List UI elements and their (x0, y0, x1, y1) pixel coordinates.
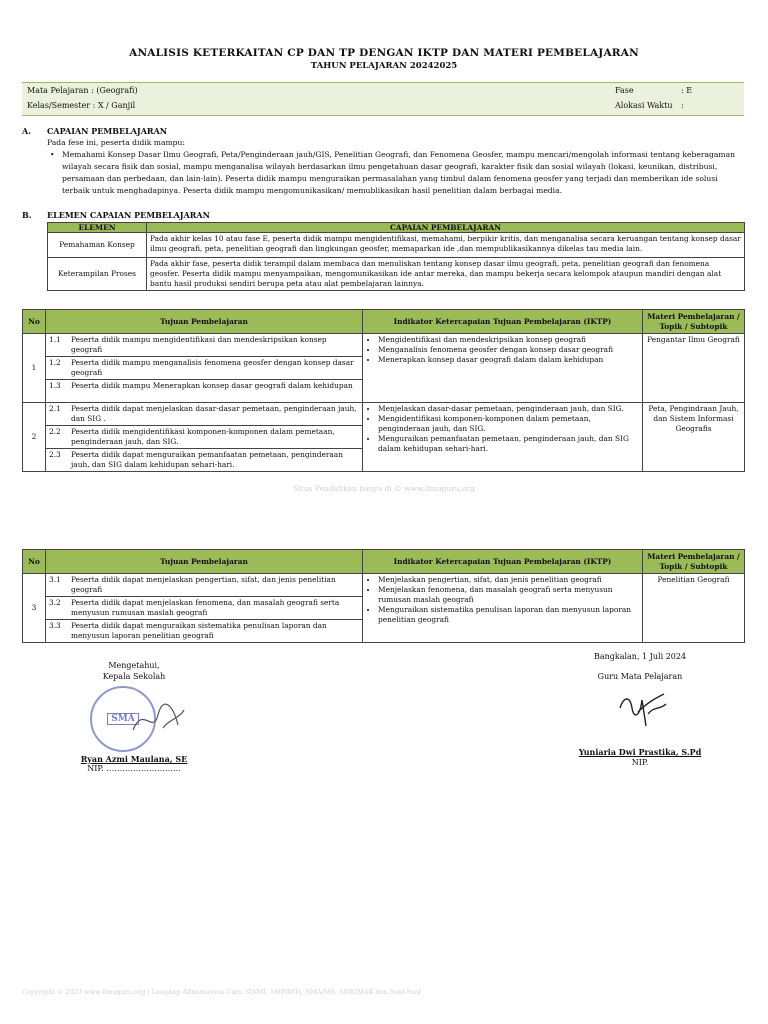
tp-number: 2.1 (46, 403, 68, 426)
tp-item (46, 620, 362, 643)
table-row (48, 233, 745, 258)
iktp-cell (363, 574, 643, 643)
tp-text: Peserta didik dapat menguraikan pemanfaatan pemetaan, penginderaan jauh, dan SIG dalam kehidupan sehari-hari. (71, 450, 343, 469)
table-row (23, 334, 745, 403)
tp-table-header (23, 310, 745, 334)
time-allocation-value: : (681, 101, 684, 110)
iktp-item: • Menjelaskan fenomena, dan masalah geografi serta menyusun rumusan maslah geografi (378, 585, 639, 605)
tp-table-2 (22, 549, 745, 643)
tp-number: 3.1 (46, 574, 68, 597)
iktp-item: • Menguraikan sistematika penulisan laporan dan menyusun laporan penelitian geografi (378, 605, 639, 625)
subject-field: Mata Pelajaran : (Geografi) (27, 86, 138, 95)
row-number: 2 (23, 403, 46, 472)
section-a-heading: CAPAIAN PEMBELAJARAN (47, 126, 168, 136)
element-name: Keterampilan Proses (48, 258, 147, 291)
section-a-bullet-text: Memahami Konsep Dasar Ilmu Geografi, Peta/Penginderaan jauh/GIS, Penelitian Geografi, dan Fenomena Geosfer, mampu mencari/mengolah informasi tentang keberagaman wilayah secara fisik dan sosial, mampu menganalisa wilayah berdasarkan ilmu pengetahuan dasar geografi, karakter fisik dan sosial wilayah (lokasi, keunikan, distribusi, persamaan dan perbedaan, dan lain-lain). Peserta didik mampu menguraikan permasalahan yang timbul dalam fenomena geosfer yang terjadi dan memberikan ide solusi terbaik untuk menghadapinya. Peserta didik mampu mengomunikasikan/ memublikasikan hasil penelitian dalam berbagai media. (62, 150, 736, 195)
iktp-item: • Menerapkan konsep dasar geografi dalam dalam kehidupan (378, 355, 639, 365)
section-a-intro: Pada fese ini, peserta didik mampu: (47, 138, 185, 147)
tp-cell (46, 334, 363, 403)
row-number: 3 (23, 574, 46, 643)
bullet-icon: • (50, 150, 55, 159)
iktp-item: • Mengidentifikasi dan mendeskripsikan konsep geografi (378, 335, 639, 345)
info-band (22, 82, 744, 116)
elements-table (47, 222, 745, 291)
materi-cell: Pengantar Ilmu Geografi (643, 334, 745, 403)
tp-item (46, 597, 362, 620)
col-tujuan: Tujuan Pembelajaran (46, 550, 363, 574)
col-iktp: Indikator Ketercapaian Tujuan Pembelajaran (IKTP) (363, 310, 643, 334)
tp-number: 1.3 (49, 381, 61, 390)
elements-col-elemen: ELEMEN (48, 223, 147, 233)
document-subtitle: TAHUN PELAJARAN 20242025 (310, 61, 458, 71)
tp-table-1 (22, 309, 745, 472)
teacher-role: Guru Mata Pelajaran (597, 672, 683, 681)
materi-cell: Penelitian Geografi (643, 574, 745, 643)
phase-value: : E (681, 86, 693, 95)
tp-text: Peserta didik dapat menjelaskan dasar-dasar pemetaan, penginderaan jauh, dan SIG . (68, 403, 362, 426)
watermark-text: Situs Pendidikan hanya di © www.ilmuguru.org (293, 484, 475, 493)
iktp-item: • Menganalisis fenomena geosfer dengan konsep dasar geografi (378, 345, 639, 355)
col-iktp: Indikator Ketercapaian Tujuan Pembelajaran (IKTP) (363, 550, 643, 574)
tp-number: 3.3 (49, 621, 61, 630)
place-date: Bangkalan, 1 Juli 2024 (593, 652, 687, 661)
col-no: No (23, 550, 46, 574)
iktp-item: • Menjelaskan dasar-dasar pemetaan, penginderaan jauh, dan SIG. (378, 404, 639, 414)
principal-role: Kepala Sekolah (102, 672, 166, 681)
tp-item (46, 574, 362, 597)
tp-text: Peserta didik mampu mengidentifikasi dan mendeskripsikan konsep geografi (68, 334, 362, 357)
iktp-item: • Menjelaskan pengertian, sifat, dan jenis penelitian geografi (378, 575, 639, 585)
tp-item (46, 334, 362, 357)
tp-item (46, 357, 362, 380)
col-materi: Materi Pembelajaran / Topik / Subtopik (643, 310, 745, 334)
element-cp-text: Pada akhir kelas 10 atau fase E, peserta didik mampu mengidentifikasi, memahami, berpikir kritis, dan menganalisa secara keruangan tentang konsep dasar ilmu geografi, peta, penelitian geografi dan lingkungan geosfer, memaparkan ide ,dan mempublikasikannya dikelas tau media lain. (147, 233, 745, 258)
materi-cell: Peta, Pengindraan Jauh, dan Sistem Informasi Geografis (643, 403, 745, 472)
element-cp-text: Pada akhir fase, peserta didik terampil dalam membaca dan menuliskan tentang konsep dasar ilmu geografi, peta, penelitian geografi dan fenomena geosfer. Peserta didik mampu menyampaikan, mengomunikasikan ide antar mereka, dan mampu bekerja secara kelompok ataupun mandiri dengan alat bantu hasil produksi sendiri berupa peta atau alat pembelajaran lainnya. (147, 258, 745, 291)
class-semester-field: Kelas/Semester : X / Ganjil (27, 101, 136, 110)
element-name: Pemahaman Konsep (48, 233, 147, 258)
teacher-nip: NIP. (631, 758, 649, 767)
section-b-letter: B. (22, 210, 32, 220)
row-number: 1 (23, 334, 46, 403)
tp-number: 3.2 (46, 597, 68, 620)
tp-text: Peserta didik mampu Menerapkan konsep dasar geografi dalam kehidupan (71, 381, 353, 390)
col-no: No (23, 310, 46, 334)
phase-label: Fase (615, 86, 634, 95)
tp-text: Peserta didik mampu menganalisis fenomena geosfer dengan konsep dasar geografi (68, 357, 362, 380)
elements-col-cp: CAPAIAN PEMBELAJARAN (147, 223, 745, 233)
teacher-name: Yuniaria Dwi Prastika, S.Pd (578, 747, 702, 757)
elements-table-header (48, 223, 745, 233)
stamp-text: SMA (107, 713, 138, 725)
tp-text: Peserta didik mengidentifikasi komponen-komponen dalam pemetaan, penginderaan jauh, dan SIG. (68, 426, 362, 449)
table-row (23, 403, 745, 472)
tp-text: Peserta didik dapat menguraikan sistematika penulisan laporan dan menyusun laporan penelitian geografi (71, 621, 327, 640)
tp-number: 1.1 (46, 334, 68, 357)
footer-copyright: Copyright © 2023 www.ilmuguru.org | Lengkap Administrasi Guru SD/MI, SMP/MTs, SMA/MA, SMK/MAK dan Soal-Soal (22, 988, 421, 996)
tp-text: Peserta didik dapat menjelaskan fenomena, dan masalah geografi serta menyusun rumusan maslah geografi (68, 597, 362, 620)
tp-text: Peserta didik dapat menjelaskan pengertian, sifat, dan jenis penelitian geografi (68, 574, 362, 597)
teacher-signature (612, 686, 672, 732)
tp-table-header (23, 550, 745, 574)
iktp-item: • Menguraikan pemanfaatan pemetaan, penginderaan jauh, dan SIG dalam kehidupan sehari-hari. (378, 434, 639, 454)
section-a-letter: A. (22, 126, 31, 136)
col-materi: Materi Pembelajaran / Topik / Subtopik (643, 550, 745, 574)
iktp-cell (363, 403, 643, 472)
table-row (23, 574, 745, 643)
time-allocation-label: Alokasi Waktu (615, 101, 673, 110)
tp-cell (46, 574, 363, 643)
iktp-item: • Mengidentifikasi komponen-komponen dalam pemetaan, penginderaan jauh, dan SIG. (378, 414, 639, 434)
principal-signature (128, 700, 188, 740)
principal-name: Ryan Azmi Maulana, SE (80, 754, 188, 764)
tp-number: 2.3 (49, 450, 61, 459)
section-b-heading: ELEMEN CAPAIAN PEMBELAJARAN (47, 210, 210, 220)
tp-item (46, 380, 362, 403)
acknowledged-label: Mengetahui, (108, 661, 160, 670)
tp-number: 2.2 (46, 426, 68, 449)
principal-nip: NIP. ………………………. (87, 764, 181, 773)
table-row (48, 258, 745, 291)
iktp-cell (363, 334, 643, 403)
tp-item (46, 449, 362, 472)
tp-item (46, 403, 362, 426)
col-tujuan: Tujuan Pembelajaran (46, 310, 363, 334)
tp-item (46, 426, 362, 449)
tp-number: 1.2 (46, 357, 68, 380)
document-title: ANALISIS KETERKAITAN CP DAN TP DENGAN IKTP DAN MATERI PEMBELAJARAN (129, 47, 639, 59)
tp-cell (46, 403, 363, 472)
